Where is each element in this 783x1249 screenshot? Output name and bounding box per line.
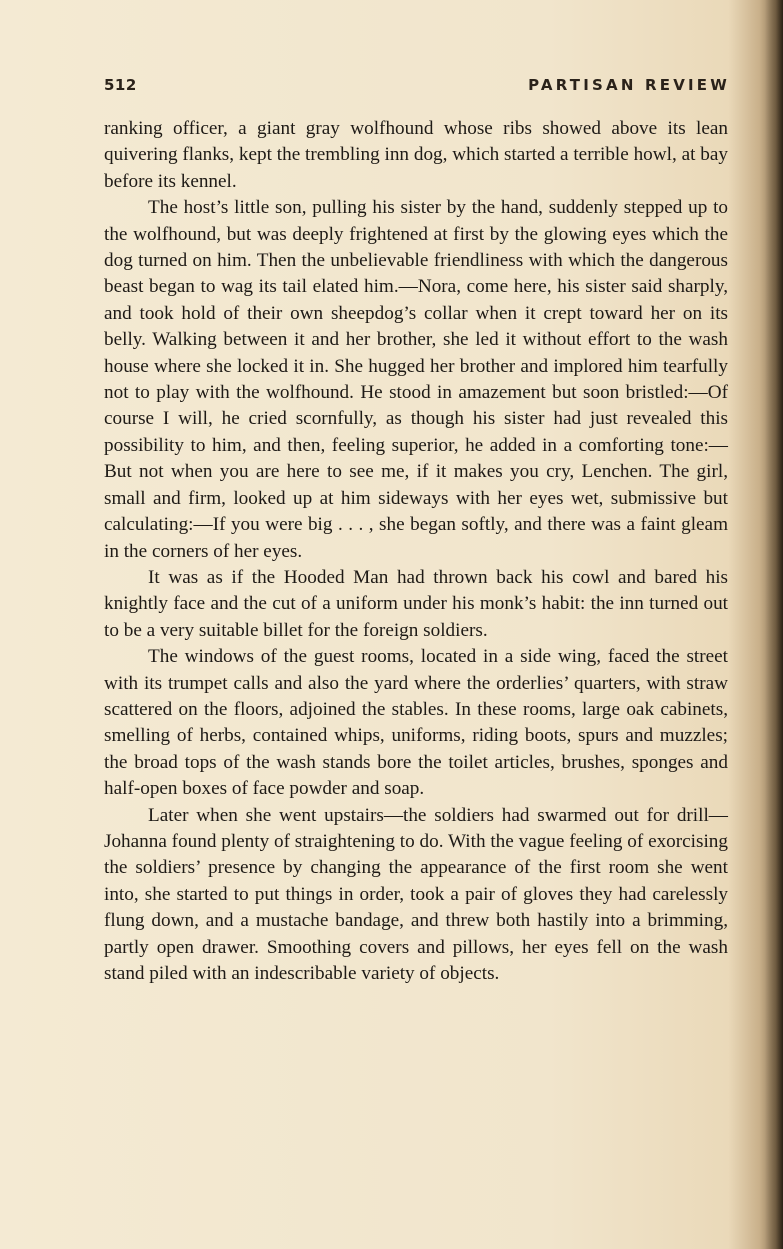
paragraph: It was as if the Hooded Man had thrown back his cowl and bared his knightly face and the cut of a uniform under his monk’s habit: the inn turned out to be a very suitable billet for the foreign soldiers. [104, 566, 728, 641]
page-spine-shadow [765, 0, 783, 1249]
journal-title: PARTISAN REVIEW [528, 76, 730, 94]
paragraph: ranking officer, a giant gray wolfhound whose ribs showed above its lean quivering flanks, kept the trembling inn dog, which started a terrible howl, at bay before its kennel. [104, 118, 728, 192]
page-number: 512 [104, 76, 137, 94]
paragraph: Later when she went upstairs—the soldiers had swarmed out for drill—Johanna found plenty of straightening to do. With the vague feeling of exorcising the soldiers’ presence by changing the appearance of the first room she went into, she started to put things in order, took a pair of gloves they had carelessly flung down, and a mustache bandage, and threw both hastily into a brimming, partly open drawer. Smoothing covers and pillows, her eyes fell on the wash stand piled with an indescribable variety of objects. [104, 804, 728, 984]
running-header [104, 76, 730, 100]
paragraph: The host’s little son, pulling his sister by the hand, suddenly stepped up to the wolfhound, but was deeply frightened at first by the glowing eyes which the dog turned on him. Then the unbelievable friendliness with which the dangerous beast began to wag its tail elated him.—Nora, come here, his sister said sharply, and took hold of their own sheepdog’s collar when it crept toward her on its belly. Walking between it and her brother, she led it without effort to the wash house where she locked it in. She hugged her brother and implored him tearfully not to play with the wolfhound. He stood in amazement but soon bristled:—Of course I will, he cried scornfully, as though his sister had just revealed this possibility to him, and then, feeling superior, he added in a comforting tone:—But not when you are here to see me, if it makes you cry, Lenchen. The girl, small and firm, looked up at him sideways with her eyes wet, submissive but calculating:—If you were big . . . , she began softly, and there was a faint gleam in the corners of her eyes. [104, 197, 728, 562]
body-text [104, 116, 728, 987]
paragraph: The windows of the guest rooms, located in a side wing, faced the street with its trumpet calls and also the yard where the orderlies’ quarters, with straw scattered on the floors, adjoined the stables. In these rooms, large oak cabinets, smelling of herbs, contained whips, uniforms, riding boots, spurs and muzzles; the broad tops of the wash stands bore the toilet articles, brushes, sponges and half-open boxes of face powder and soap. [104, 646, 728, 800]
